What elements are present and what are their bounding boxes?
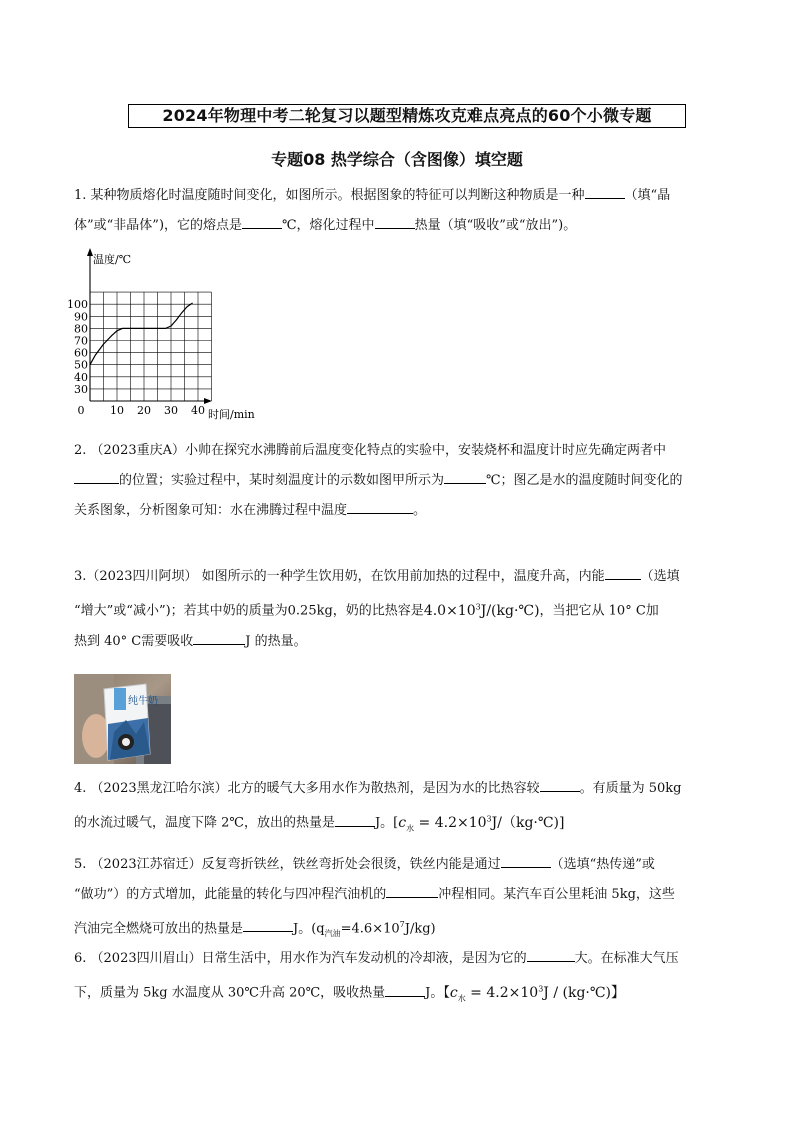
q4-text-c: 的水流过暖气，温度下降 2℃，放出的热量是 [74,815,335,831]
q2-text-d: 关系图象，分析图象可知：水在沸腾过程中温度 [74,503,348,518]
y-tick-label: 60 [74,346,88,360]
q1-text-b: （填“晶 [624,188,671,203]
q1-text-d: ℃，熔化过程中 [282,218,375,233]
question-5 [74,850,724,949]
q4-blank-1 [540,777,580,792]
q3-text-e: 热到 40° C需要吸收 [74,633,194,649]
x-tick-label: 20 [137,404,151,417]
q5-fuel-value: =4.6×10 [340,921,400,937]
x-tick-label: 0 [77,404,85,417]
q1-blank-3 [375,214,415,229]
q2-blank-3 [347,499,413,514]
q5-fuel-unit: J/kg) [404,921,436,937]
q3-text-f: J 的热量。 [245,633,307,649]
y-tick-label: 40 [74,370,88,384]
q6-text-d: J。【 [425,985,450,1001]
carton-label: 纯牛奶 [128,696,158,707]
x-tick-label: 30 [164,404,178,417]
x-tick-label: 40 [191,404,205,417]
q6-text-c: 下，质量为 5kg 水温度从 30℃升高 20℃，吸收热量 [74,985,386,1001]
q2-text-a: 2. （2023重庆A）小帅在探究水沸腾前后温度变化特点的实验中，安装烧杯和温度计时应先确定两者中 [74,443,667,458]
q3-text-d: ，当把它从 10° C加 [539,603,659,619]
q6-blank-2 [385,982,425,997]
q4-text-d: J。[ [374,815,399,831]
q5-blank-2 [386,883,438,898]
q6-text-b: 大。在标准大气压 [574,951,679,966]
y-tick-label: 90 [74,310,88,324]
q1-text-a: 1. 某种物质熔化时温度随时间变化，如图所示。根据图象的特征可以判断这种物质是一种 [74,188,585,203]
q5-text-c: “做功”）的方式增加，此能量的转化与四冲程汽油机的 [74,887,387,902]
x-axis-arrow [204,398,212,404]
q2-text-b: 的位置；实验过程中，某时刻温度计的示数如图甲所示为 [119,473,445,488]
q1-text-e: 热量（填“吸收”或“放出”)。 [414,218,577,233]
q5-text-e: 汽油完全燃烧可放出的热量是 [74,921,244,937]
q2-blank-2 [444,469,486,484]
q3-specific-heat: $4.0\times 10^3J/(kg\cdot℃)$ [423,602,540,619]
q5-text-d: 冲程相同。某汽车百公里耗油 5kg，这些 [438,887,675,902]
q2-blank-1 [74,469,119,484]
q4-text-b: 。有质量为 50kg [579,781,682,796]
q6-blank-1 [527,947,575,962]
q1-blank-1 [585,184,625,199]
page-title: 2024年物理中考二轮复习以题型精炼攻克难点亮点的60个小微专题 [128,104,686,128]
question-6 [74,944,724,1013]
topic-subtitle: 专题08 热学综合（含图像）填空题 [271,150,523,169]
y-tick-label: 50 [74,358,88,372]
q3-text-a: 3.（2023四川阿坝） 如图所示的一种学生饮用奶，在饮用前加热的过程中，温度升高，内能 [74,569,605,584]
y-tick-label: 100 [67,298,88,312]
q5-fuel-exp: 7 [399,920,405,929]
question-2 [74,436,724,526]
q6-text-a: 6. （2023四川眉山）日常生活中，用水作为汽车发动机的冷却液，是因为它的 [74,951,527,966]
q4-blank-2 [335,812,375,827]
q3-blank-2 [193,630,245,645]
q5-fuel-sub: 汽油 [324,928,341,938]
q2-text-c: ℃；图乙是水的温度随时间变化的 [486,473,683,488]
q5-text-f: J。(q [293,921,325,937]
q4-text-a: 4. （2023黑龙江哈尔滨）北方的暖气大多用水作为散热剂，是因为水的比热容较 [74,781,540,796]
milk-carton-photo [74,674,171,764]
q5-text-a: 5. （2023江苏宿迁）反复弯折铁丝，铁丝弯折处会很烫，铁丝内能是通过 [74,857,501,872]
question-4 [74,774,724,843]
q5-blank-1 [501,853,551,868]
q1-text-c: 体”或“非晶体”)，它的熔点是 [74,218,243,233]
data-series-line [90,303,193,365]
melting-curve-chart [60,240,270,420]
y-tick-label: 70 [74,334,88,348]
q2-text-e: 。 [413,503,427,518]
q4-specific-heat: $c_水$ = $4.2\times 10^3J/(kg\cdot℃)$] [398,814,565,833]
q3-text-b: （选填 [640,569,680,584]
q6-specific-heat: $c_水 = 4.2\times 10^3J$ / (kg·℃)】 [449,984,625,1003]
q3-text-c: “增大”或“减小”)；若其中奶的质量为0.25kg，奶的比热容是 [74,603,424,619]
question-1 [74,181,724,241]
q1-blank-2 [242,214,282,229]
q5-text-b: （选填“热传递”或 [550,857,655,872]
question-3 [74,562,724,657]
q5-blank-3 [243,917,293,932]
x-axis-label: 时间/min [208,408,255,420]
y-tick-label: 30 [74,382,88,396]
chart-grid [90,292,212,401]
q3-blank-1 [605,565,641,580]
x-tick-label: 10 [110,404,124,417]
chart-axes [87,248,212,404]
y-axis-label: 温度/℃ [93,253,132,266]
y-tick-label: 80 [74,322,88,336]
